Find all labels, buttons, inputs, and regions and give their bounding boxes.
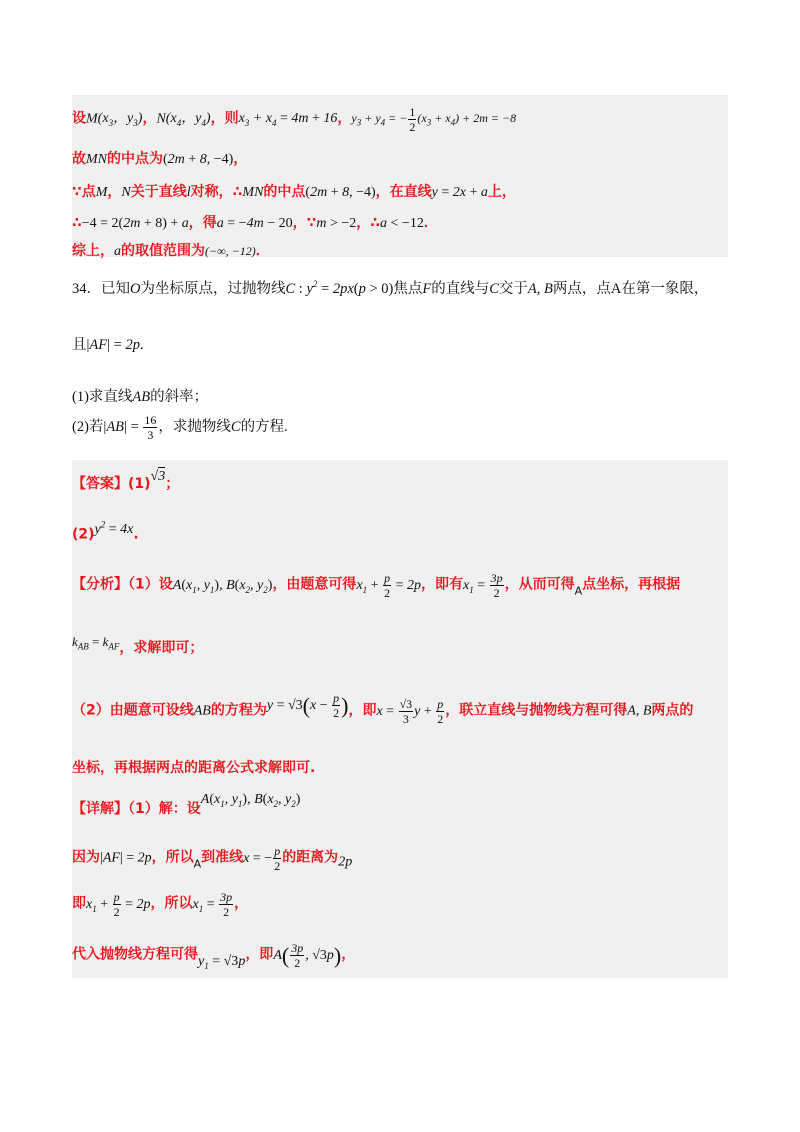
question-1: (1)求直线AB的斜率；: [72, 389, 209, 405]
analysis-line-1: 【分析】（1）设$A(x_1$, $y_1$), $B(x_2$, $y_2$)，由题意可得$x_1$ + $\frac{p}{2}$ = 2p，即有$x_1$ = $\frac{3p}{2}$ ，从而可得$_A$点坐标，再根据: [72, 571, 681, 600]
analysis-line-3: （2）由题意可设线AB的方程为y = √3(x − $\frac{p}{2}$ )，即x = $\frac{√3}{3}$ y + $\frac{p}{2}$ ，联立直线与抛物线方程可得A, B两点的: [72, 691, 694, 726]
detail-line-4: 代入抛物线方程可得$y_1 = √3p$，即A( $\frac{3p}{2}$ , √3p)，: [72, 941, 356, 971]
analysis-line-4: 坐标，再根据两点的距离公式求解即可.: [72, 760, 316, 776]
analysis-line-2: $k_{AB} = k_{AF}$，求解即可；: [72, 634, 204, 656]
question-2: (2)若|AB| = $\frac{16}{3}$ ，求抛物线C的方程.: [72, 413, 288, 442]
problem-condition: 且|AF| = 2p.: [72, 337, 144, 353]
answer-line-2: $(2)y^2 = 4x$.: [72, 519, 139, 543]
detail-line-3: 即$x_1$ + $\frac{p}{2}$ = 2p，所以$x_1$ = $\frac{3p}{2}$ ，: [72, 890, 249, 919]
problem-statement: 34．已知O为坐标原点，过抛物线C : $y^2 = 2px(p > 0)$焦点F的直线与C交于A, B两点，点A在第一象限，: [72, 279, 709, 297]
answer-line-1: 【答案】(1)√3；: [72, 469, 180, 492]
line-conclusion: 综上，a的取值范围为(−∞, −12)．: [72, 243, 270, 259]
line-solve-a: ∴−4 = 2(2m + 8) + a，得a = −4m − 20，∵m > −2，∴a < −12．: [72, 215, 438, 231]
detail-line-1: 【详解】（1）解：设$A(x_1$, $y_1$), $B(x_2$, $y_2$): [72, 792, 301, 817]
line-symmetry: ∵点M，N关于直线l对称，∴MN的中点(2m + 8, −4)，在直线y = 2x + a上，: [72, 184, 516, 200]
line-set-mn: 设$M(x_3$，$y_3$)，$N(x_4$，$y_4$)，则$x_3 + x_4 = 4m + 16$，$y_3 + y_4$ = − $\frac{1}{2}$ $(x_3 + x_4) + 2m = -8$: [72, 105, 517, 134]
detail-line-2: 因为|AF| = 2p，所以$_A$到准线x = − $\frac{p}{2}$ 的距离为2p: [72, 844, 353, 873]
line-midpoint: 故MN的中点为(2m + 8, −4)，: [72, 151, 248, 167]
